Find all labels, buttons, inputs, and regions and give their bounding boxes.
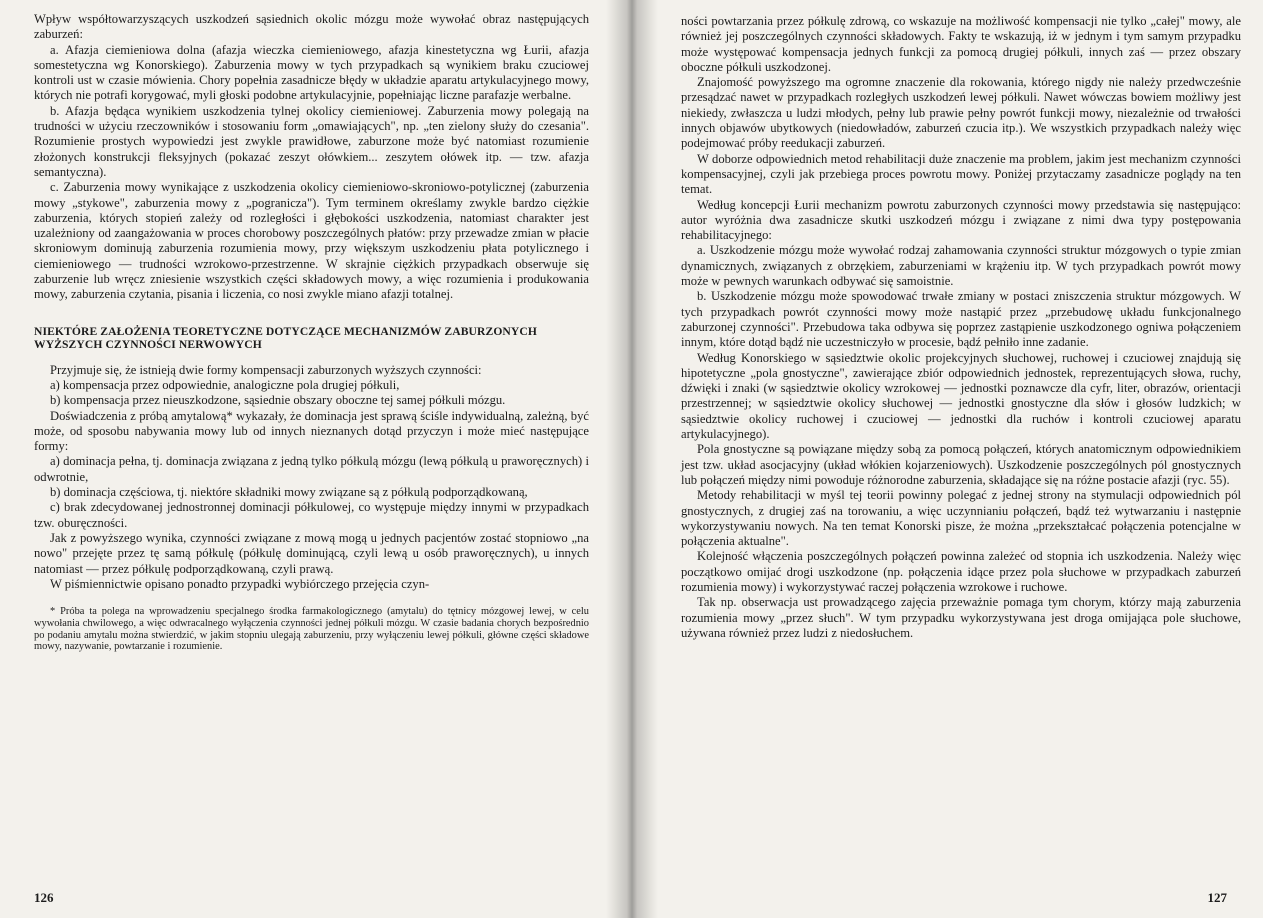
paragraph: ności powtarzania przez półkulę zdrową, co wskazuje na możliwość kompensacji nie tylko „całej" mowy, ale również jej poszczególnych czynności składowych. Fakty te wskazują, iż w jednym i tym samym przypadku może występować kompensacja jednych funkcji za pomocą drugiej półkuli, innych zaś — przez obszary oboczne półkuli uszkodzonej.: [681, 14, 1241, 74]
paragraph: Jak z powyższego wynika, czynności związane z mową mogą u jednych pacjentów zostać stopniowo „na nowo" przejęte przez tę samą półkulę (półkulę dominującą, czyli lewą u osób praworęcznych), u innych natomiast — przez półkulę podporządkowaną, czyli prawą.: [34, 530, 589, 576]
paragraph: a. Uszkodzenie mózgu może wywołać rodzaj zahamowania czynności struktur mózgowych o typie zmian dynamicznych, związanych z obrzękiem, zaburzeniami w krążeniu itp. W tych przypadkach powrót mowy może w pewnych warunkach odbywać się samoistnie.: [681, 243, 1241, 289]
paragraph: W doborze odpowiednich metod rehabilitacji duże znaczenie ma problem, jakim jest mechanizm czynności kompensacyjnej, czyli jak przebiega proces powrotu mowy. Poniżej przytaczamy zasadnicze poglądy na ten temat.: [681, 151, 1241, 197]
left-page: [0, 0, 623, 918]
paragraph: Metody rehabilitacji w myśl tej teorii powinny polegać z jednej strony na stymulacji odpowiednich pól gnostycznych, z drugiej zaś na torowaniu, a więc uczynnianiu połączeń, bądź też wytwarzaniu i następnie wykorzystywaniu nowych. Na ten temat Konorski pisze, że można „przekształcać połączenia potencjalne w połączenia aktualne".: [681, 488, 1241, 549]
paragraph: Według Konorskiego w sąsiedztwie okolic projekcyjnych słuchowej, ruchowej i czuciowej znajdują się hipotetyczne „pola gnostyczne", zawierające zbiór odpowiednich jednostek, reprezentujących słowa, ruchy, dźwięki i znaki (w sąsiedztwie okolicy wzrokowej — jednostki poznawcze dla cyfr, liter, obrazów, orientacji przestrzennej; w sąsiedztwie okolicy słuchowej — jednostki gnostyczne dla słów i głosów ludzkich; w sąsiedztwie okolicy ruchowej i czuciowej — jednostki dla ruchów i kontroli czuciowej aparatu artykulacyjnego).: [681, 350, 1241, 442]
paragraph: Kolejność włączenia poszczególnych połączeń powinna zależeć od stopnia ich uszkodzenia. Należy więc początkowo omijać drogi uszkodzone (np. połączenia idące przez pola słuchowe w przypadkach zaburzeń rozumienia mowy) i wykorzystywać raczej połączenia wzrokowe i ruchowe.: [681, 549, 1241, 594]
paragraph: a. Afazja ciemieniowa dolna (afazja wieczka ciemieniowego, afazja kinestetyczna wg Łurii, afazja somestetyczna wg Konorskiego). Zaburzenia mowy w tych przypadkach są wynikiem braku czuciowej kontroli ust w czasie mówienia. Chory popełnia zasadnicze błędy w układzie aparatu artykulacyjnego mowy, których nie potrafi korygować, myli głoski podobne artykulacyjnie, popełniając liczne parafazje werbalne.: [34, 42, 589, 103]
paragraph: b. Afazja będąca wynikiem uszkodzenia tylnej okolicy ciemieniowej. Zaburzenia mowy polegają na trudności w użyciu rzeczowników i stosowaniu form „omawiających", np. „ten zielony służy do czesania". Rozumienie prostych wypowiedzi jest zwykle prawidłowe, zaburzone może być natomiast rozumienie złożonych konstrukcji fleksyjnych (pokazać zeszyt ołówkiem... zeszytem ołówek itp. — tzw. afazja semantyczna).: [34, 103, 589, 179]
list-item: b) kompensacja przez nieuszkodzone, sąsiednie obszary oboczne tej samej półkuli mózgu.: [50, 393, 506, 408]
footnote: [34, 606, 589, 653]
page-number: 127: [1207, 890, 1227, 905]
paragraph: Tak np. obserwacja ust prowadzącego zajęcia przeważnie pomaga tym chorym, którzy mają zaburzenia rozumienia mowy „przez słuch". W tym przypadku wykorzystywana jest droga omijająca pole słuchowe, używana również przez ludzi z niedosłuchem.: [681, 595, 1241, 640]
list-item: a) kompensacja przez odpowiednie, analogiczne pola drugiej półkuli,: [50, 377, 400, 392]
section-heading: NIEKTÓRE ZAŁOŻENIA TEORETYCZNE DOTYCZĄCE MECHANIZMÓW ZABURZONYCH WYŻSZYCH CZYNNOŚCI NERWOWYCH: [34, 324, 537, 351]
paragraph: Wpływ współtowarzyszących uszkodzeń sąsiednich okolic mózgu może wywołać obraz następujących zaburzeń:: [34, 12, 589, 42]
page-number: 126: [34, 890, 54, 905]
paragraph: c. Zaburzenia mowy wynikające z uszkodzenia okolicy ciemieniowo-skroniowo-potylicznej (zaburzenia mowy „stykowe", zaburzenia mowy z „pogranicza"). Tym terminem określamy zwykle bardzo ciężkie zaburzenia, których stopień zależy od rozległości i głębokości uszkodzenia, natomiast charakter jest uzależniony od zaangażowania w proces chorobowy poszczególnych płatów: przy przewadze zmian w płacie skroniowym dominują zaburzenia rozumienia mowy, przy większym uszkodzeniu płata potylicznego i ciemieniowego — trudności wzrokowo-przestrzenne. W skrajnie ciężkich przypadkach obserwuje się zaburzenie lub wręcz zniesienie wszystkich części składowych mowy, a więc rozumienia i produkowania mowy, zaburzenia czytania, pisania i liczenia, co nosi zwykle miano afazji totalnej.: [34, 180, 589, 302]
paragraph: Według koncepcji Łurii mechanizm powrotu zaburzonych czynności mowy przedstawia się następująco: autor wyróżnia dwa zasadnicze skutki uszkodzeń mózgu i związane z nimi dwa typy postępowania rehabilitacyjnego:: [681, 197, 1241, 243]
paragraph: Pola gnostyczne są powiązane między sobą za pomocą połączeń, których anatomicznym odpowiednikiem jest tzw. układ asocjacyjny (układ włókien kojarzeniowych). Uszkodzenie poszczególnych pól gnostycznych lub połączeń między nimi powoduje różnorodne zaburzenia, składające się na różne postacie afazji (ryc. 55).: [681, 442, 1241, 487]
paragraph: b. Uszkodzenie mózgu może spowodować trwałe zmiany w postaci zniszczenia struktur mózgowych. W tych przypadkach powrót czynności mowy może nastąpić przez „przebudowę układu funkcjonalnego zaburzonej czynności". Przebudowa taka odbywa się poprzez zastąpienie uszkodzonego ogniwa połączeniem innym, które dotąd bądź nie uczestniczyło w procesie, bądź pełniło inne zadanie.: [681, 289, 1241, 350]
paragraph: W piśmiennictwie opisano ponadto przypadki wybiórczego przejęcia czyn-: [50, 576, 430, 591]
paragraph: Znajomość powyższego ma ogromne znaczenie dla rokowania, którego nigdy nie należy przedwcześnie przesądzać nawet w przypadkach rozległych uszkodzeń lewej półkuli. Nawet wówczas bowiem możliwy jest niekiedy, zwłaszcza u ludzi młodych, pełny lub prawie pełny powrót funkcji mowy, niezależnie od trwałości innych objawów ubytkowych (niedowładów, zaburzeń czucia itp.). We wszystkich przypadkach należy więc podejmować próby reedukacji zaburzeń.: [681, 75, 1241, 151]
paragraph: Doświadczenia z próbą amytalową* wykazały, że dominacja jest sprawą ściśle indywidualną, zależną, być może, od sposobu nabywania mowy lub od innych nieznanych dotąd przyczyn i może mieć następujące formy:: [34, 408, 589, 454]
list-item: a) dominacja pełna, tj. dominacja związana z jedną tylko półkulą mózgu (lewą półkulą u praworęcznych) i odwrotnie,: [34, 454, 589, 484]
footnote-text: * Próba ta polega na wprowadzeniu specjalnego środka farmakologicznego (amytalu) do tętnicy mózgowej lewej, w celu wywołania chwilowego, a więc odwracalnego wyłączenia czynności jednej półkuli mózgu. W czasie badania chorych bezpośrednio po podaniu amytalu można stwierdzić, w jakim stopniu ulegają zaburzeniu, przy wyłączeniu lewej półkuli, główne części składowe mowy, nazywanie, powtarzanie i rozumienie.: [34, 606, 589, 653]
list-item: c) brak zdecydowanej jednostronnej dominacji półkulowej, co występuje między innymi w przypadkach tzw. oburęczności.: [34, 500, 589, 530]
paragraph: Przyjmuje się, że istnieją dwie formy kompensacji zaburzonych wyższych czynności:: [50, 362, 482, 377]
right-page: [623, 0, 1263, 918]
list-item: b) dominacja częściowa, tj. niektóre składniki mowy związane są z półkulą podporządkowaną,: [50, 485, 528, 500]
